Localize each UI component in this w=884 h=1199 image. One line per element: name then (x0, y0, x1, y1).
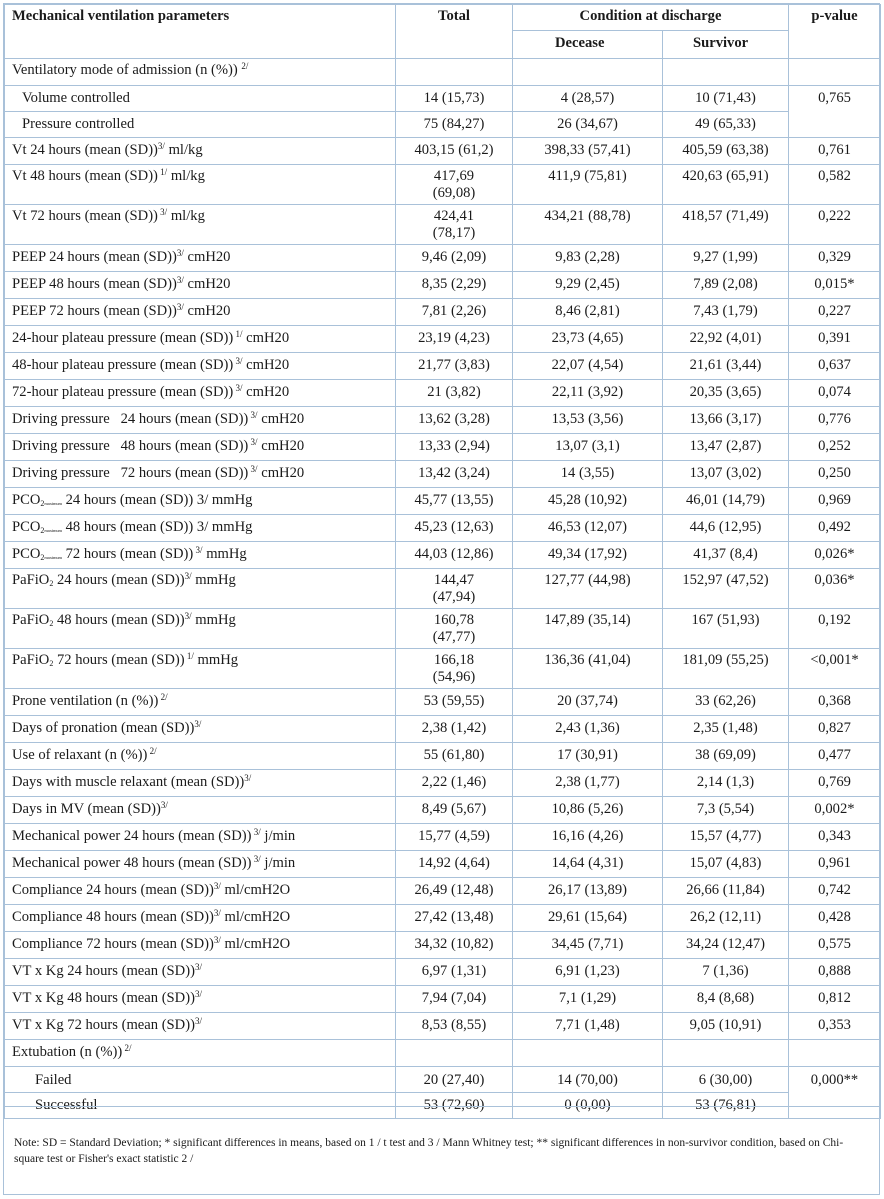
p-value-cell: 0,428 (789, 905, 881, 932)
p-value-cell: 0,222 (789, 205, 881, 245)
total-cell: 6,97 (1,31) (396, 959, 513, 986)
table-row (5, 59, 881, 86)
survivor-cell: 53 (76,81) (663, 1093, 789, 1119)
total-cell: 55 (61,80) (396, 743, 513, 770)
row-label: $PCO_{2maximum}$ 72 hours (mean (SD)) $^{3/}$ mmHg (5, 542, 396, 569)
row-label: Extubation (n (%)) $^{2/}$ (5, 1040, 396, 1067)
decease-cell: 0 (0,00) (513, 1093, 663, 1119)
survivor-cell: 7,43 (1,79) (663, 299, 789, 326)
total-cell: 44,03 (12,86) (396, 542, 513, 569)
header-p-value: p-value (789, 5, 881, 59)
total-cell: 9,46 (2,09) (396, 245, 513, 272)
p-value-cell: 0,353 (789, 1013, 881, 1040)
row-label: Pressure controlled (5, 112, 396, 138)
decease-cell: 20 (37,74) (513, 689, 663, 716)
p-value-cell: 0,492 (789, 515, 881, 542)
p-value-cell: 0,769 (789, 770, 881, 797)
survivor-cell: 15,57 (4,77) (663, 824, 789, 851)
total-cell: 20 (27,40) (396, 1067, 513, 1093)
decease-cell: 10,86 (5,26) (513, 797, 663, 824)
row-label: Prone ventilation (n (%)) $^{2/}$ (5, 689, 396, 716)
row-label: Vt 24 hours (mean (SD))$^{3/}$ ml/kg (5, 138, 396, 165)
total-cell: 8,35 (2,29) (396, 272, 513, 299)
survivor-cell: 418,57 (71,49) (663, 205, 789, 245)
table-row (5, 434, 881, 461)
table-row (5, 86, 881, 112)
p-value-cell: <0,001* (789, 649, 881, 689)
total-cell: 7,81 (2,26) (396, 299, 513, 326)
table-row (5, 407, 881, 434)
row-label: $PCO_{2maximum}$ 48 hours (mean (SD)) 3/ mmHg (5, 515, 396, 542)
table-row (5, 245, 881, 272)
p-value-cell: 0,582 (789, 165, 881, 205)
header-total: Total (396, 5, 513, 59)
p-value-cell: 0,391 (789, 326, 881, 353)
decease-cell: 411,9 (75,81) (513, 165, 663, 205)
table-row (5, 380, 881, 407)
survivor-cell: 21,61 (3,44) (663, 353, 789, 380)
p-value-cell: 0,329 (789, 245, 881, 272)
table-row (5, 851, 881, 878)
p-value-cell: 0,000** (789, 1067, 881, 1119)
survivor-cell: 9,05 (10,91) (663, 1013, 789, 1040)
table-row (5, 138, 881, 165)
decease-cell: 7,71 (1,48) (513, 1013, 663, 1040)
row-label: Driving pressure 24 hours (mean (SD)) $^{3/}$ cmH20 (5, 407, 396, 434)
row-label: Failed (5, 1067, 396, 1093)
total-cell: 417,69 (69,08) (396, 165, 513, 205)
survivor-cell: 49 (65,33) (663, 112, 789, 138)
survivor-cell: 7,89 (2,08) (663, 272, 789, 299)
row-label: Compliance 24 hours (mean (SD))$^{3/}$ ml/cmH2O (5, 878, 396, 905)
total-cell: 144,47 (47,94) (396, 569, 513, 609)
row-label: Mechanical power 48 hours (mean (SD)) $^{3/}$ j/min (5, 851, 396, 878)
p-value-cell: 0,812 (789, 986, 881, 1013)
table-row (5, 878, 881, 905)
decease-cell: 14 (70,00) (513, 1067, 663, 1093)
total-cell: 53 (72,60) (396, 1093, 513, 1119)
survivor-cell: 33 (62,26) (663, 689, 789, 716)
survivor-cell: 181,09 (55,25) (663, 649, 789, 689)
table-row (5, 272, 881, 299)
survivor-cell: 13,07 (3,02) (663, 461, 789, 488)
decease-cell: 14 (3,55) (513, 461, 663, 488)
survivor-cell: 34,24 (12,47) (663, 932, 789, 959)
table-row (5, 488, 881, 515)
total-cell: 8,53 (8,55) (396, 1013, 513, 1040)
p-value-cell: 0,250 (789, 461, 881, 488)
p-value-cell: 0,026* (789, 542, 881, 569)
results-table-frame (3, 3, 880, 1195)
row-label: VT x Kg 72 hours (mean (SD))$^{3/}$ (5, 1013, 396, 1040)
survivor-cell: 2,14 (1,3) (663, 770, 789, 797)
total-cell: 403,15 (61,2) (396, 138, 513, 165)
survivor-cell: 41,37 (8,4) (663, 542, 789, 569)
total-cell: 75 (84,27) (396, 112, 513, 138)
decease-cell: 9,83 (2,28) (513, 245, 663, 272)
p-value-cell: 0,227 (789, 299, 881, 326)
survivor-cell: 152,97 (47,52) (663, 569, 789, 609)
decease-cell: 23,73 (4,65) (513, 326, 663, 353)
decease-cell: 17 (30,91) (513, 743, 663, 770)
total-cell: 45,23 (12,63) (396, 515, 513, 542)
p-value-cell: 0,637 (789, 353, 881, 380)
row-label: Volume controlled (5, 86, 396, 112)
survivor-cell: 13,47 (2,87) (663, 434, 789, 461)
total-cell: 166,18 (54,96) (396, 649, 513, 689)
total-cell: 27,42 (13,48) (396, 905, 513, 932)
decease-cell: 49,34 (17,92) (513, 542, 663, 569)
p-value-cell: 0,252 (789, 434, 881, 461)
table-row (5, 542, 881, 569)
decease-cell: 2,43 (1,36) (513, 716, 663, 743)
ventilation-parameters-table (4, 4, 881, 1119)
p-value-cell: 0,761 (789, 138, 881, 165)
table-row (5, 824, 881, 851)
table-row (5, 743, 881, 770)
decease-cell: 6,91 (1,23) (513, 959, 663, 986)
total-cell: 26,49 (12,48) (396, 878, 513, 905)
total-cell: 8,49 (5,67) (396, 797, 513, 824)
row-label: Days in MV (mean (SD))$^{3/}$ (5, 797, 396, 824)
decease-cell: 127,77 (44,98) (513, 569, 663, 609)
survivor-cell: 46,01 (14,79) (663, 488, 789, 515)
p-value-cell: 0,575 (789, 932, 881, 959)
table-row (5, 205, 881, 245)
decease-cell: 22,07 (4,54) (513, 353, 663, 380)
row-label: Days with muscle relaxant (mean (SD))$^{3/}$ (5, 770, 396, 797)
total-cell: 424,41 (78,17) (396, 205, 513, 245)
row-label: VT x Kg 48 hours (mean (SD))$^{3/}$ (5, 986, 396, 1013)
decease-cell: 16,16 (4,26) (513, 824, 663, 851)
table-row (5, 649, 881, 689)
header-condition-at-discharge: Condition at discharge (513, 5, 789, 31)
row-label: Days of pronation (mean (SD))$^{3/}$ (5, 716, 396, 743)
total-cell: 7,94 (7,04) (396, 986, 513, 1013)
row-label: $PCO_{2maximum}$ 24 hours (mean (SD)) 3/ mmHg (5, 488, 396, 515)
decease-cell: 13,53 (3,56) (513, 407, 663, 434)
row-label: Vt 48 hours (mean (SD)) $^{1/}$ ml/kg (5, 165, 396, 205)
p-value-cell: 0,477 (789, 743, 881, 770)
row-label: 48-hour plateau pressure (mean (SD)) $^{3/}$ cmH20 (5, 353, 396, 380)
p-value-cell: 0,827 (789, 716, 881, 743)
row-label: PEEP 72 hours (mean (SD))$^{3/}$ cmH20 (5, 299, 396, 326)
row-label: Successful (5, 1093, 396, 1119)
survivor-cell: 405,59 (63,38) (663, 138, 789, 165)
decease-cell: 9,29 (2,45) (513, 272, 663, 299)
row-label: PEEP 24 hours (mean (SD))$^{3/}$ cmH20 (5, 245, 396, 272)
table-row (5, 326, 881, 353)
survivor-cell: 420,63 (65,91) (663, 165, 789, 205)
row-label: Driving pressure 48 hours (mean (SD)) $^{3/}$ cmH20 (5, 434, 396, 461)
row-label: Driving pressure 72 hours (mean (SD)) $^{3/}$ cmH20 (5, 461, 396, 488)
total-cell: 2,22 (1,46) (396, 770, 513, 797)
survivor-cell: 9,27 (1,99) (663, 245, 789, 272)
table-footnote: Note: SD = Standard Deviation; * significant differences in means, based on 1 / t test and 3 / Mann Whitney test; ** significant differences in non-survivor condition, based on Chi-square test or Fisher's exact statistic 2 / (14, 1137, 844, 1165)
table-row (5, 797, 881, 824)
p-value-cell: 0,969 (789, 488, 881, 515)
header-row (5, 5, 881, 31)
row-label: PEEP 48 hours (mean (SD))$^{3/}$ cmH20 (5, 272, 396, 299)
survivor-cell: 20,35 (3,65) (663, 380, 789, 407)
survivor-cell: 22,92 (4,01) (663, 326, 789, 353)
row-label: VT x Kg 24 hours (mean (SD))$^{3/}$ (5, 959, 396, 986)
total-cell: 13,62 (3,28) (396, 407, 513, 434)
total-cell: 15,77 (4,59) (396, 824, 513, 851)
row-label: 72-hour plateau pressure (mean (SD)) $^{3/}$ cmH20 (5, 380, 396, 407)
p-value-cell: 0,074 (789, 380, 881, 407)
row-label: Compliance 48 hours (mean (SD))$^{3/}$ ml/cmH2O (5, 905, 396, 932)
survivor-cell: 6 (30,00) (663, 1067, 789, 1093)
total-cell: 21,77 (3,83) (396, 353, 513, 380)
survivor-cell: 44,6 (12,95) (663, 515, 789, 542)
survivor-cell: 26,2 (12,11) (663, 905, 789, 932)
table-row (5, 112, 881, 138)
survivor-cell: 7,3 (5,54) (663, 797, 789, 824)
decease-cell: 2,38 (1,77) (513, 770, 663, 797)
header-survivor: Survivor (663, 31, 789, 59)
table-row (5, 716, 881, 743)
p-value-cell: 0,343 (789, 824, 881, 851)
table-row (5, 165, 881, 205)
total-cell: 14,92 (4,64) (396, 851, 513, 878)
p-value-cell: 0,015* (789, 272, 881, 299)
decease-cell: 434,21 (88,78) (513, 205, 663, 245)
table-row (5, 515, 881, 542)
table-row (5, 689, 881, 716)
total-cell: 2,38 (1,42) (396, 716, 513, 743)
decease-cell: 4 (28,57) (513, 86, 663, 112)
decease-cell: 398,33 (57,41) (513, 138, 663, 165)
table-row (5, 1013, 881, 1040)
p-value-cell: 0,368 (789, 689, 881, 716)
header-parameters: Mechanical ventilation parameters (5, 5, 396, 59)
survivor-cell: 15,07 (4,83) (663, 851, 789, 878)
p-value-cell: 0,002* (789, 797, 881, 824)
row-label: 24-hour plateau pressure (mean (SD)) $^{1/}$ cmH20 (5, 326, 396, 353)
p-value-cell: 0,742 (789, 878, 881, 905)
table-row (5, 986, 881, 1013)
total-cell: 53 (59,55) (396, 689, 513, 716)
decease-cell: 136,36 (41,04) (513, 649, 663, 689)
decease-cell: 26,17 (13,89) (513, 878, 663, 905)
total-cell: 13,33 (2,94) (396, 434, 513, 461)
table-row (5, 353, 881, 380)
decease-cell: 14,64 (4,31) (513, 851, 663, 878)
decease-cell: 46,53 (12,07) (513, 515, 663, 542)
survivor-cell: 2,35 (1,48) (663, 716, 789, 743)
survivor-cell: 8,4 (8,68) (663, 986, 789, 1013)
table-row (5, 959, 881, 986)
row-label: Vt 72 hours (mean (SD)) $^{3/}$ ml/kg (5, 205, 396, 245)
table-row (5, 569, 881, 609)
table-row (5, 299, 881, 326)
survivor-cell: 7 (1,36) (663, 959, 789, 986)
total-cell: 13,42 (3,24) (396, 461, 513, 488)
survivor-cell: 26,66 (11,84) (663, 878, 789, 905)
decease-cell: 13,07 (3,1) (513, 434, 663, 461)
p-value-cell: 0,036* (789, 569, 881, 609)
row-label: PaFiO$_2$ 24 hours (mean (SD))$^{3/}$ mmHg (5, 569, 396, 609)
survivor-cell: 13,66 (3,17) (663, 407, 789, 434)
row-label: Mechanical power 24 hours (mean (SD)) $^{3/}$ j/min (5, 824, 396, 851)
row-label: Compliance 72 hours (mean (SD))$^{3/}$ ml/cmH2O (5, 932, 396, 959)
row-label: Use of relaxant (n (%)) $^{2/}$ (5, 743, 396, 770)
decease-cell: 26 (34,67) (513, 112, 663, 138)
p-value-cell: 0,192 (789, 609, 881, 649)
decease-cell: 147,89 (35,14) (513, 609, 663, 649)
decease-cell: 8,46 (2,81) (513, 299, 663, 326)
survivor-cell: 10 (71,43) (663, 86, 789, 112)
total-cell: 21 (3,82) (396, 380, 513, 407)
table-row (5, 1067, 881, 1093)
decease-cell: 34,45 (7,71) (513, 932, 663, 959)
p-value-cell: 0,776 (789, 407, 881, 434)
table-row (5, 932, 881, 959)
total-cell: 14 (15,73) (396, 86, 513, 112)
decease-cell: 29,61 (15,64) (513, 905, 663, 932)
survivor-cell: 38 (69,09) (663, 743, 789, 770)
table-row (5, 905, 881, 932)
row-label: Ventilatory mode of admission (n (%)) $^{2/}$ (5, 59, 396, 86)
p-value-cell: 0,888 (789, 959, 881, 986)
decease-cell: 7,1 (1,29) (513, 986, 663, 1013)
survivor-cell: 167 (51,93) (663, 609, 789, 649)
total-cell: 45,77 (13,55) (396, 488, 513, 515)
table-row (5, 770, 881, 797)
total-cell: 23,19 (4,23) (396, 326, 513, 353)
p-value-cell: 0,961 (789, 851, 881, 878)
decease-cell: 45,28 (10,92) (513, 488, 663, 515)
row-label: PaFiO$_2$ 72 hours (mean (SD)) $^{1/}$ mmHg (5, 649, 396, 689)
header-decease: Decease (513, 31, 663, 59)
table-row (5, 1040, 881, 1067)
table-row (5, 461, 881, 488)
p-value-cell: 0,765 (789, 86, 881, 138)
total-cell: 160,78 (47,77) (396, 609, 513, 649)
total-cell: 34,32 (10,82) (396, 932, 513, 959)
row-label: PaFiO$_2$ 48 hours (mean (SD))$^{3/}$ mmHg (5, 609, 396, 649)
decease-cell: 22,11 (3,92) (513, 380, 663, 407)
table-row (5, 609, 881, 649)
